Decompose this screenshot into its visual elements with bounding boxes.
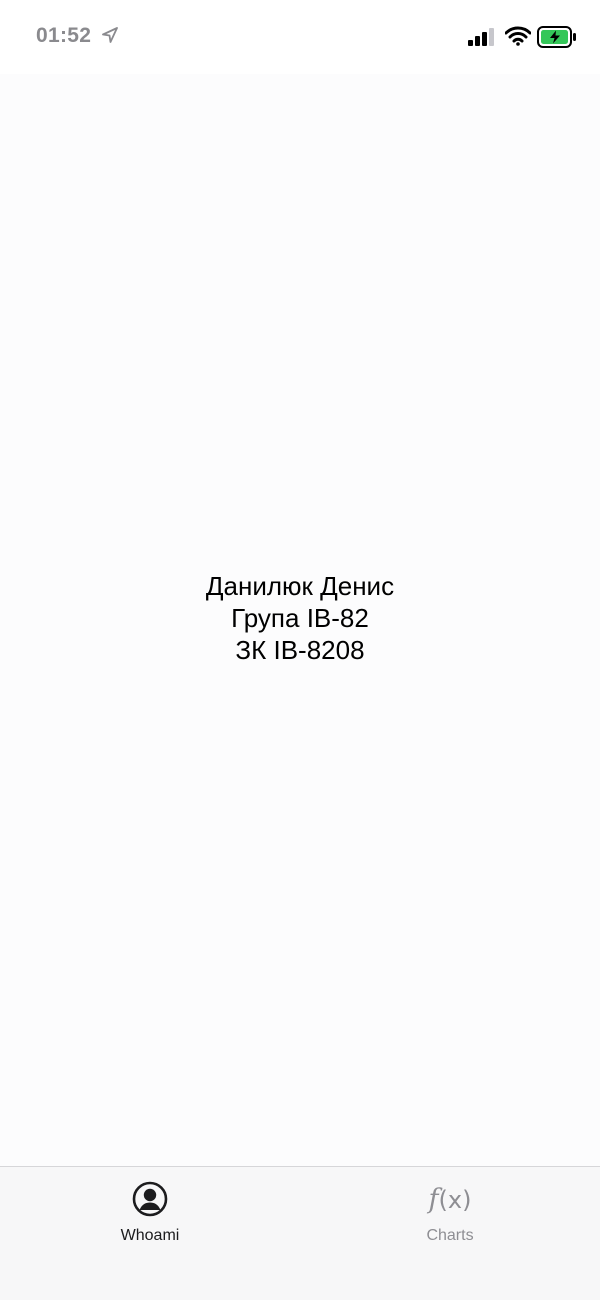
tab-charts-label: Charts	[426, 1227, 474, 1244]
tab-bar	[0, 1166, 600, 1300]
whoami-content	[0, 74, 600, 1166]
function-fx-icon	[429, 1184, 472, 1215]
tab-whoami[interactable]	[50, 1179, 250, 1249]
student-info	[0, 570, 600, 666]
fx-icon-x: (x)	[438, 1185, 472, 1214]
status-time: 01:52	[36, 24, 92, 47]
student-record-book: ЗК ІВ-8208	[235, 635, 365, 665]
fx-icon-f: f	[428, 1183, 439, 1215]
student-group: Група ІВ-82	[231, 603, 369, 633]
status-bar	[0, 0, 600, 74]
tab-whoami-label: Whoami	[120, 1227, 180, 1244]
person-circle-icon	[132, 1181, 168, 1217]
wifi-icon	[505, 26, 531, 46]
student-name: Данилюк Денис	[205, 571, 395, 601]
location-arrow-icon	[102, 27, 118, 43]
cellular-signal-icon	[468, 28, 498, 46]
tab-charts[interactable]	[350, 1179, 550, 1249]
battery-charging-icon	[537, 26, 577, 48]
